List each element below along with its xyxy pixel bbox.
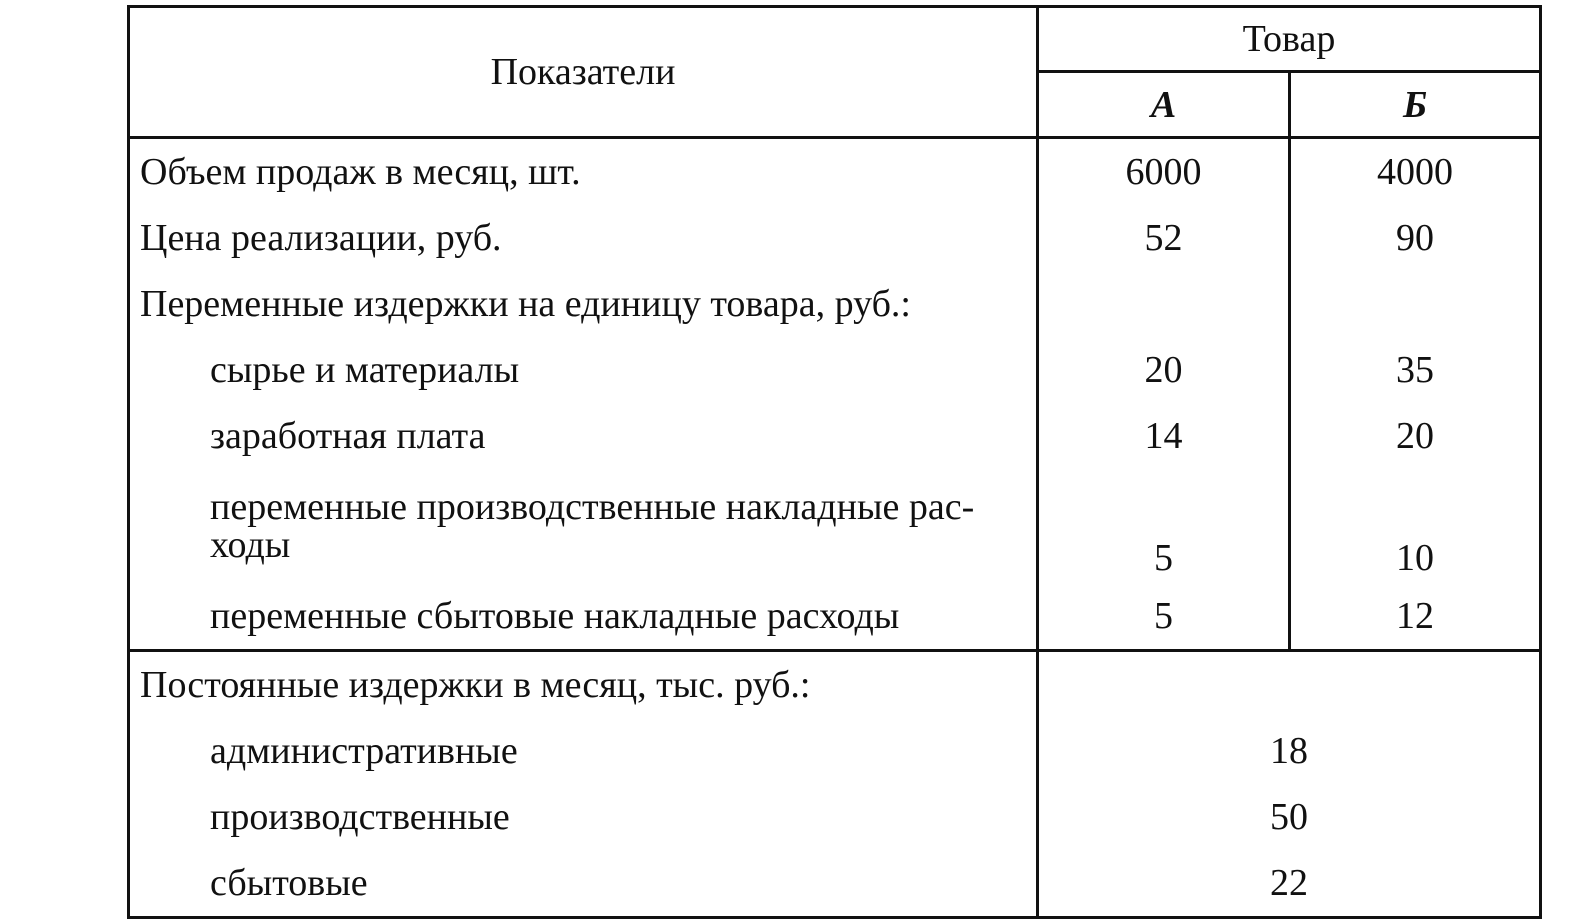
row-value-a: 20	[1038, 337, 1290, 403]
fixed-value: 22	[1270, 862, 1308, 904]
row-label: сырье и материалы	[129, 337, 1038, 403]
cost-table	[127, 5, 1542, 919]
fixed-value	[1038, 651, 1541, 719]
row-label: Переменные издержки на единицу товара, руб.:	[129, 271, 1038, 337]
row-label: Цена реализации, руб.	[129, 205, 1038, 271]
table-row	[129, 784, 1541, 850]
row-value-a: 5	[1038, 583, 1290, 651]
row-value-b: 12	[1290, 583, 1541, 651]
row-value-b: 35	[1396, 349, 1434, 391]
fixed-value: 18	[1270, 730, 1308, 772]
row-value-b: 4000	[1377, 151, 1453, 193]
table-row	[129, 271, 1541, 337]
header-indicators: Показатели	[129, 7, 1038, 138]
row-label: Объем продаж в месяц, шт.	[129, 138, 1038, 206]
row-label: переменные сбытовые накладные расходы	[129, 583, 1038, 651]
row-value-a	[1038, 271, 1290, 337]
row-value-a: 52	[1038, 205, 1290, 271]
header-product-b: Б	[1290, 72, 1541, 138]
table-row	[129, 651, 1541, 719]
row-value-a: 14	[1038, 403, 1290, 469]
cost-table-container	[127, 5, 1539, 904]
row-value-a: 6000	[1038, 138, 1290, 206]
fixed-label: производственные	[129, 784, 1038, 850]
table-row	[129, 469, 1541, 583]
row-value-b: 10	[1396, 537, 1434, 579]
row-label: заработная плата	[129, 403, 1038, 469]
row-value-a: 5	[1038, 469, 1290, 583]
row-value-b: 90	[1396, 217, 1434, 259]
table-row	[129, 337, 1541, 403]
table-row	[129, 583, 1541, 651]
table-row	[129, 718, 1541, 784]
table-row	[129, 205, 1541, 271]
row-value-b: 20	[1396, 415, 1434, 457]
fixed-value: 50	[1270, 796, 1308, 838]
fixed-label: Постоянные издержки в месяц, тыс. руб.:	[129, 651, 1038, 719]
table-row	[129, 403, 1541, 469]
row-label: переменные производственные накладные рас-ходы	[129, 469, 1038, 583]
fixed-label: административные	[129, 718, 1038, 784]
table-row	[129, 850, 1541, 918]
fixed-label: сбытовые	[129, 850, 1038, 918]
row-value-b	[1290, 271, 1541, 337]
header-product: Товар	[1038, 7, 1541, 72]
table-row	[129, 138, 1541, 206]
header-product-a: А	[1038, 72, 1290, 138]
